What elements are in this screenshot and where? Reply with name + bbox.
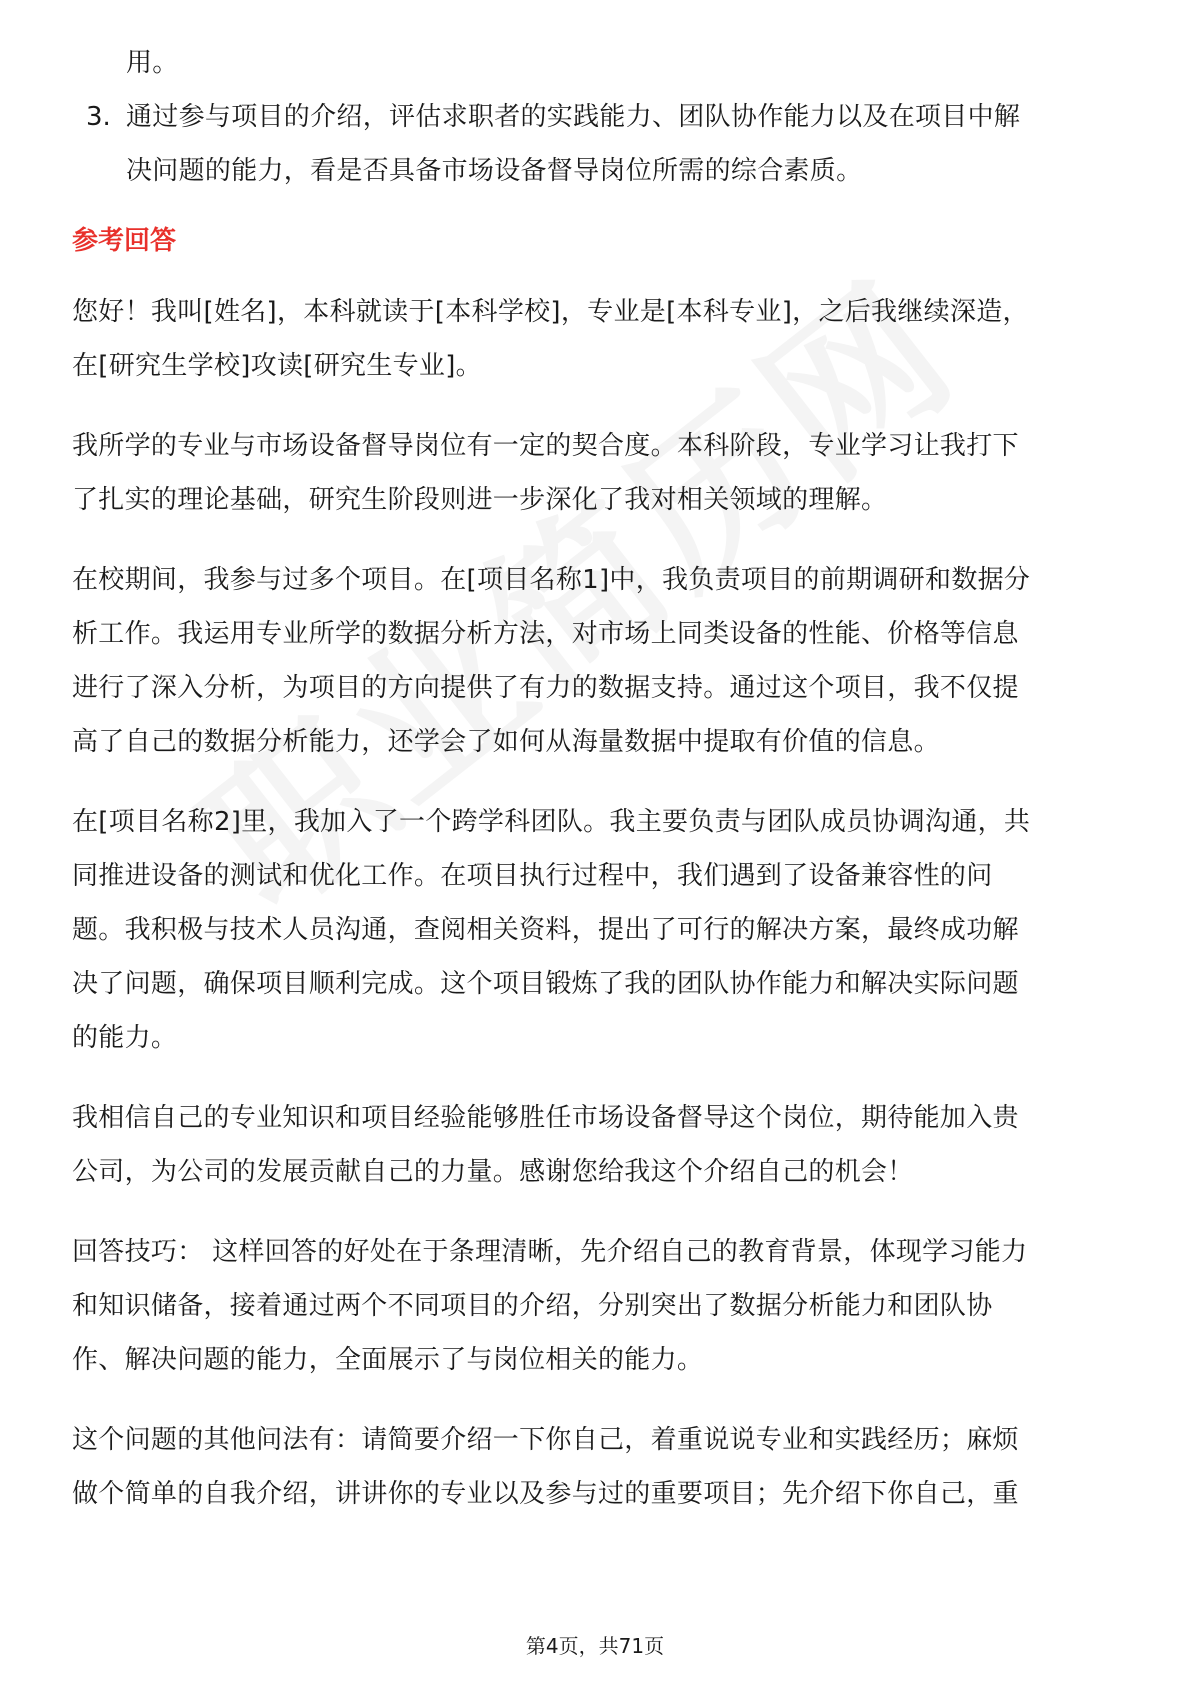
paragraph-line: 同推进设备的测试和优化工作。在项目执行过程中，我们遇到了设备兼容性的问	[72, 861, 993, 891]
page-number: 第4页，共71页	[525, 1634, 665, 1658]
paragraph-line: 高了自己的数据分析能力，还学会了如何从海量数据中提取有价值的信息。	[72, 727, 940, 757]
paragraph-line: 在[项目名称2]里，我加入了一个跨学科团队。我主要负责与团队成员协调沟通，共	[72, 807, 1031, 837]
paragraph-line: 决了问题，确保项目顺利完成。这个项目锻炼了我的团队协作能力和解决实际问题	[72, 969, 1019, 999]
list-item-3-line: 决问题的能力，看是否具备市场设备督导岗位所需的综合素质。	[126, 156, 863, 186]
paragraph-line: 和知识储备，接着通过两个不同项目的介绍，分别突出了数据分析能力和团队协	[72, 1291, 993, 1321]
list-item-3-line: 通过参与项目的介绍，评估求职者的实践能力、团队协作能力以及在项目中解	[126, 102, 1021, 132]
paragraph-line: 题。我积极与技术人员沟通，查阅相关资料，提出了可行的解决方案，最终成功解	[72, 915, 1019, 945]
paragraph-line: 进行了深入分析，为项目的方向提供了有力的数据支持。通过这个项目，我不仅提	[72, 673, 1019, 703]
paragraph-line: 做个简单的自我介绍，讲讲你的专业以及参与过的重要项目；先介绍下你自己，重	[72, 1479, 1019, 1509]
paragraph-line: 作、解决问题的能力，全面展示了与岗位相关的能力。	[72, 1345, 704, 1375]
paragraph-line: 回答技巧： 这样回答的好处在于条理清晰，先介绍自己的教育背景，体现学习能力	[72, 1237, 1028, 1267]
list-item-3-number: 3.	[86, 102, 111, 132]
paragraph-line: 在[研究生学校]攻读[研究生专业]。	[72, 351, 482, 381]
paragraph-line: 我相信自己的专业知识和项目经验能够胜任市场设备督导这个岗位，期待能加入贵	[72, 1103, 1019, 1133]
paragraph-line: 公司，为公司的发展贡献自己的力量。感谢您给我这个介绍自己的机会！	[72, 1157, 914, 1187]
paragraph-line: 了扎实的理论基础，研究生阶段则进一步深化了我对相关领域的理解。	[72, 485, 888, 515]
paragraph-line: 的能力。	[72, 1023, 178, 1053]
paragraph-line: 在校期间，我参与过多个项目。在[项目名称1]中，我负责项目的前期调研和数据分	[72, 565, 1031, 595]
list-item-2-tail: 用。	[126, 48, 179, 78]
paragraph-line: 我所学的专业与市场设备督导岗位有一定的契合度。本科阶段，专业学习让我打下	[72, 431, 1019, 461]
paragraph-line: 析工作。我运用专业所学的数据分析方法，对市场上同类设备的性能、价格等信息	[72, 619, 1019, 649]
paragraph-line: 这个问题的其他问法有：请简要介绍一下你自己，着重说说专业和实践经历；麻烦	[72, 1425, 1019, 1455]
paragraph-line: 您好！我叫[姓名]，本科就读于[本科学校]，专业是[本科专业]，之后我继续深造，	[72, 297, 1029, 327]
section-heading: 参考回答	[72, 226, 177, 256]
